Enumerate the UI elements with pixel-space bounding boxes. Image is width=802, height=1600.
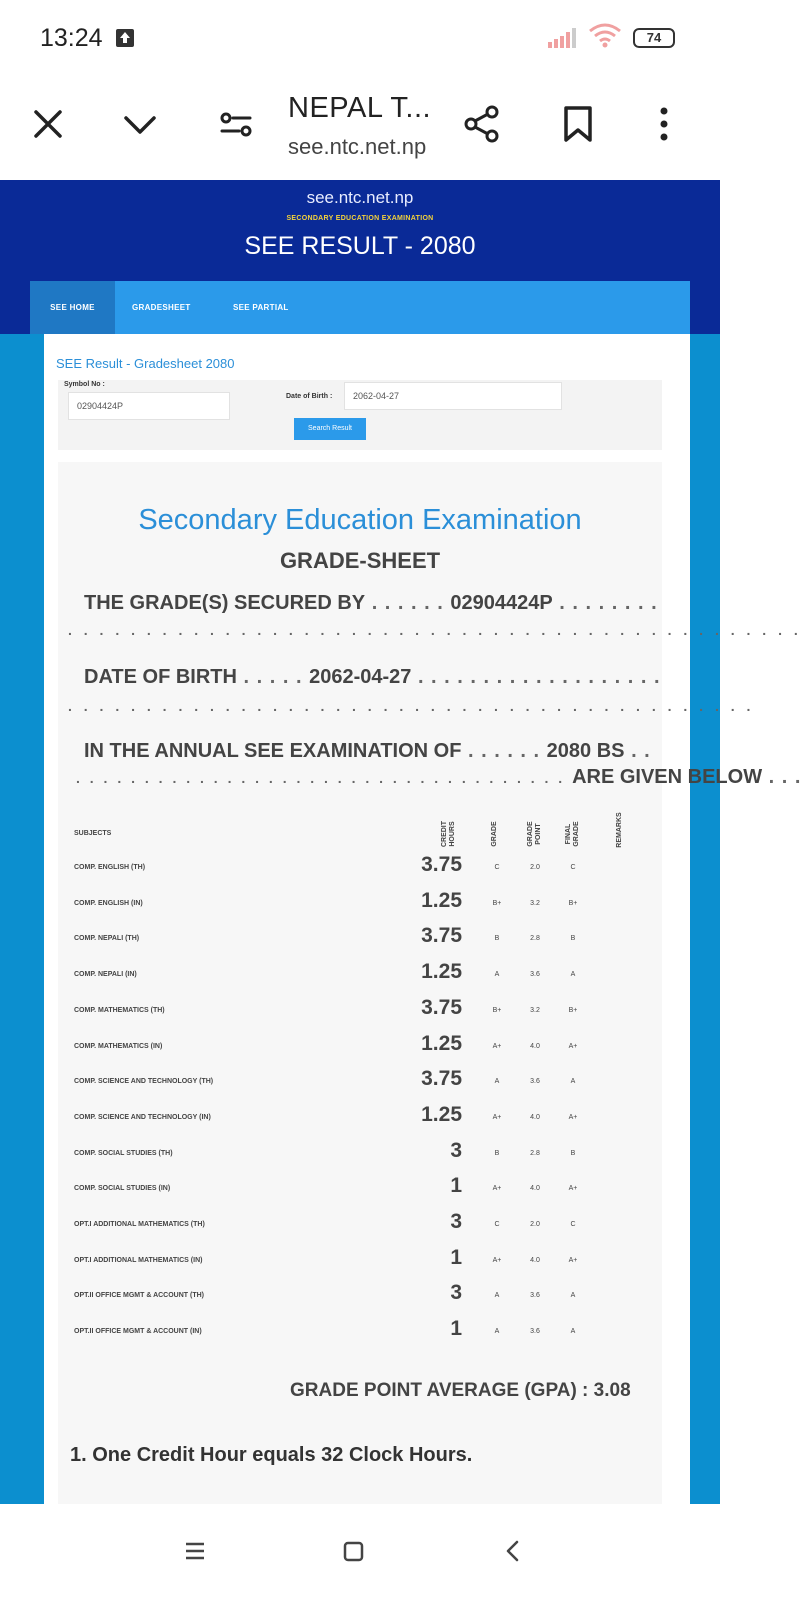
grade-cell: A xyxy=(494,1078,500,1086)
dob-value: 2062-04-27 xyxy=(309,666,412,688)
grade-cell: A+ xyxy=(492,1113,502,1121)
battery-indicator: 74 xyxy=(633,28,675,48)
subject-cell: COMP. ENGLISH (IN) xyxy=(74,899,143,907)
final-grade-cell: A xyxy=(570,1292,576,1300)
final-grade-cell: A+ xyxy=(568,1256,578,1264)
page-title: NEPAL T... xyxy=(288,92,432,124)
final-grade-cell: B xyxy=(570,935,576,943)
subject-cell: COMP. MATHEMATICS (TH) xyxy=(74,1006,165,1014)
grade-point-cell: 2.0 xyxy=(530,1221,540,1228)
grade-point-cell: 4.0 xyxy=(530,1256,540,1264)
secured-by-label: THE GRADE(S) SECURED BY xyxy=(84,592,366,614)
final-grade-cell: A xyxy=(570,971,576,979)
grade-cell: A+ xyxy=(492,1256,502,1264)
header-grade-point: GRADE POINT xyxy=(527,821,542,847)
grade-point-cell: 3.2 xyxy=(530,1006,540,1014)
subject-cell: COMP. ENGLISH (TH) xyxy=(74,864,146,871)
upload-icon xyxy=(116,29,134,47)
site-nav xyxy=(30,281,690,334)
final-grade-cell: A xyxy=(570,1328,576,1336)
nav-see-home[interactable]: SEE HOME xyxy=(30,281,115,334)
credit-hours-cell: 1 xyxy=(450,1245,462,1269)
dob-input[interactable]: 2062-04-27 xyxy=(344,382,562,410)
breadcrumb: SEE Result - Gradesheet 2080 xyxy=(56,356,235,371)
table-row xyxy=(74,922,634,958)
given-below-line: . . . . . . . . . . . . . . . . . . . . . . . . . . . . . . . . . . . . ARE GIVEN BELOW . . . xyxy=(76,766,802,788)
site-domain: see.ntc.net.np xyxy=(306,188,414,207)
grade-cell: A+ xyxy=(492,1042,502,1050)
nav-see-partial[interactable]: SEE PARTIAL xyxy=(233,303,289,312)
menu-icon[interactable] xyxy=(178,1534,212,1568)
grade-cell: C xyxy=(494,1221,500,1228)
credit-hours-cell: 1 xyxy=(450,1174,462,1198)
site-header xyxy=(0,180,720,334)
subject-cell: COMP. SOCIAL STUDIES (IN) xyxy=(74,1185,171,1193)
grade-cell: A+ xyxy=(492,1185,502,1193)
final-grade-cell: A+ xyxy=(568,1185,578,1193)
wifi-icon xyxy=(588,22,622,50)
table-row xyxy=(74,887,634,923)
header-final-grade: FINAL GRADE xyxy=(565,821,580,847)
symbol-number: 02904424P xyxy=(450,592,553,614)
header-remarks: REMARKS xyxy=(616,812,623,848)
search-result-button[interactable]: Search Result xyxy=(294,418,366,440)
table-row xyxy=(74,1244,634,1280)
site-title: SEE RESULT - 2080 xyxy=(244,232,476,260)
grade-cell: A xyxy=(494,1292,500,1300)
symbol-input[interactable]: 02904424P xyxy=(68,392,230,420)
credit-hours-cell: 1.25 xyxy=(421,1102,462,1126)
subject-cell: COMP. SOCIAL STUDIES (TH) xyxy=(74,1149,173,1157)
table-row xyxy=(74,851,634,887)
grade-point-cell: 3.6 xyxy=(530,971,540,979)
subject-cell: OPT.I ADDITIONAL MATHEMATICS (IN) xyxy=(74,1256,203,1264)
credit-hours-cell: 3.75 xyxy=(421,853,462,876)
grade-cell: B xyxy=(494,935,500,943)
final-grade-cell: A+ xyxy=(568,1042,578,1050)
table-row xyxy=(74,1315,634,1351)
symbol-label: Symbol No : xyxy=(64,381,105,388)
table-row xyxy=(74,1101,634,1137)
sheet-title: Secondary Education Examination xyxy=(138,504,582,536)
final-grade-cell: B+ xyxy=(568,1006,578,1014)
table-row xyxy=(74,1279,634,1315)
final-grade-cell: C xyxy=(570,864,576,871)
grade-point-cell: 4.0 xyxy=(530,1042,540,1050)
grade-point-cell: 3.6 xyxy=(530,1078,540,1086)
browser-toolbar xyxy=(0,78,720,180)
site-settings-icon[interactable] xyxy=(214,102,258,146)
gpa-line xyxy=(290,1380,631,1402)
grade-cell: A xyxy=(494,971,500,979)
final-grade-cell: A xyxy=(570,1078,576,1086)
dotted-line: . . . . . . . . . . . . . . . . . . . . . . . . . . . . . . . . . . . . . . . . . . . . xyxy=(68,698,755,714)
grade-point-cell: 3.2 xyxy=(530,899,540,907)
back-icon[interactable] xyxy=(496,1534,530,1568)
credit-hours-cell: 1.25 xyxy=(421,888,462,912)
final-grade-cell: B+ xyxy=(568,899,578,907)
credit-hours-cell: 3 xyxy=(450,1210,462,1233)
share-icon[interactable] xyxy=(460,102,504,146)
table-row xyxy=(74,1065,634,1101)
header-subjects: SUBJECTS xyxy=(74,830,112,837)
grade-point-cell: 2.8 xyxy=(530,935,540,943)
grade-cell: C xyxy=(494,864,500,871)
subject-cell: COMP. NEPALI (IN) xyxy=(74,971,137,979)
exam-year: 2080 BS xyxy=(546,740,625,762)
exam-line: IN THE ANNUAL SEE EXAMINATION OF . . . . . . 2080 BS . . xyxy=(84,740,651,762)
credit-hours-cell: 3 xyxy=(450,1138,462,1162)
dotted-line: . . . . . . . . . . . . . . . . . . . . . . . . . . . . . . . . . . . . . . . . . . . . . . . xyxy=(68,622,802,638)
dob-line-label: DATE OF BIRTH xyxy=(84,666,237,688)
system-navigation-bar xyxy=(0,1504,720,1600)
final-grade-cell: B xyxy=(570,1149,576,1157)
grade-point-cell: 3.6 xyxy=(530,1292,540,1300)
header-credit-hours: CREDIT HOURS xyxy=(441,820,456,848)
dob-line: DATE OF BIRTH . . . . . 2062-04-27 . . . . . . . . . . . . . . . . . . . xyxy=(84,666,661,688)
chevron-down-icon[interactable] xyxy=(118,102,162,146)
gpa-value: 3.08 xyxy=(593,1380,631,1401)
credit-hours-cell: 3.75 xyxy=(421,995,462,1019)
grade-point-cell: 3.6 xyxy=(530,1328,540,1336)
grade-cell: B+ xyxy=(492,899,502,907)
secured-by-line: THE GRADE(S) SECURED BY . . . . . . 02904424P . . . . . . . . xyxy=(84,592,658,614)
subject-cell: OPT.I ADDITIONAL MATHEMATICS (TH) xyxy=(74,1221,205,1228)
page-url[interactable]: see.ntc.net.np xyxy=(288,134,427,159)
credit-hours-cell: 3.75 xyxy=(421,924,462,948)
sheet-subtitle: GRADE-SHEET xyxy=(279,548,441,573)
more-options-icon[interactable] xyxy=(642,102,686,146)
subject-cell: OPT.II OFFICE MGMT & ACCOUNT (TH) xyxy=(74,1292,205,1300)
credit-hours-cell: 1.25 xyxy=(421,960,462,984)
exam-label: IN THE ANNUAL SEE EXAMINATION OF xyxy=(84,740,462,762)
status-bar xyxy=(0,0,720,78)
table-row xyxy=(74,1172,634,1208)
final-grade-cell: C xyxy=(570,1221,576,1228)
grade-cell: A xyxy=(494,1328,500,1336)
given-below-label: ARE GIVEN BELOW xyxy=(572,766,763,788)
table-row xyxy=(74,1208,634,1244)
close-icon[interactable] xyxy=(26,102,70,146)
table-row xyxy=(74,1030,634,1066)
nav-gradesheet[interactable]: GRADESHEET xyxy=(132,303,191,312)
subject-cell: COMP. NEPALI (TH) xyxy=(74,935,140,943)
grade-point-cell: 4.0 xyxy=(530,1185,540,1193)
grade-point-cell: 4.0 xyxy=(530,1113,540,1121)
credit-note: 1. One Credit Hour equals 32 Clock Hours. xyxy=(70,1444,473,1466)
bookmark-icon[interactable] xyxy=(556,102,600,146)
subject-cell: COMP. SCIENCE AND TECHNOLOGY (IN) xyxy=(74,1113,211,1121)
grade-point-cell: 2.8 xyxy=(530,1149,540,1157)
grade-cell: B xyxy=(494,1149,500,1157)
table-row xyxy=(74,958,634,994)
credit-hours-cell: 1 xyxy=(450,1317,462,1341)
gpa-label: GRADE POINT AVERAGE (GPA) : xyxy=(290,1380,589,1401)
dob-label: Date of Birth : xyxy=(286,393,333,400)
grade-cell: B+ xyxy=(492,1006,502,1014)
status-time: 13:24 xyxy=(40,24,103,52)
credit-hours-cell: 3.75 xyxy=(421,1067,462,1091)
header-grade: GRADE xyxy=(491,821,498,847)
home-icon[interactable] xyxy=(336,1534,370,1568)
credit-hours-cell: 3 xyxy=(450,1281,462,1305)
signal-icon xyxy=(548,26,582,48)
subject-cell: OPT.II OFFICE MGMT & ACCOUNT (IN) xyxy=(74,1328,202,1336)
subject-cell: COMP. MATHEMATICS (IN) xyxy=(74,1042,163,1050)
table-row xyxy=(74,1137,634,1173)
final-grade-cell: A+ xyxy=(568,1113,578,1121)
grade-point-cell: 2.0 xyxy=(530,864,540,871)
credit-hours-cell: 1.25 xyxy=(421,1031,462,1055)
table-row xyxy=(74,994,634,1030)
site-subtitle: SECONDARY EDUCATION EXAMINATION xyxy=(286,215,434,222)
subject-cell: COMP. SCIENCE AND TECHNOLOGY (TH) xyxy=(74,1078,214,1086)
